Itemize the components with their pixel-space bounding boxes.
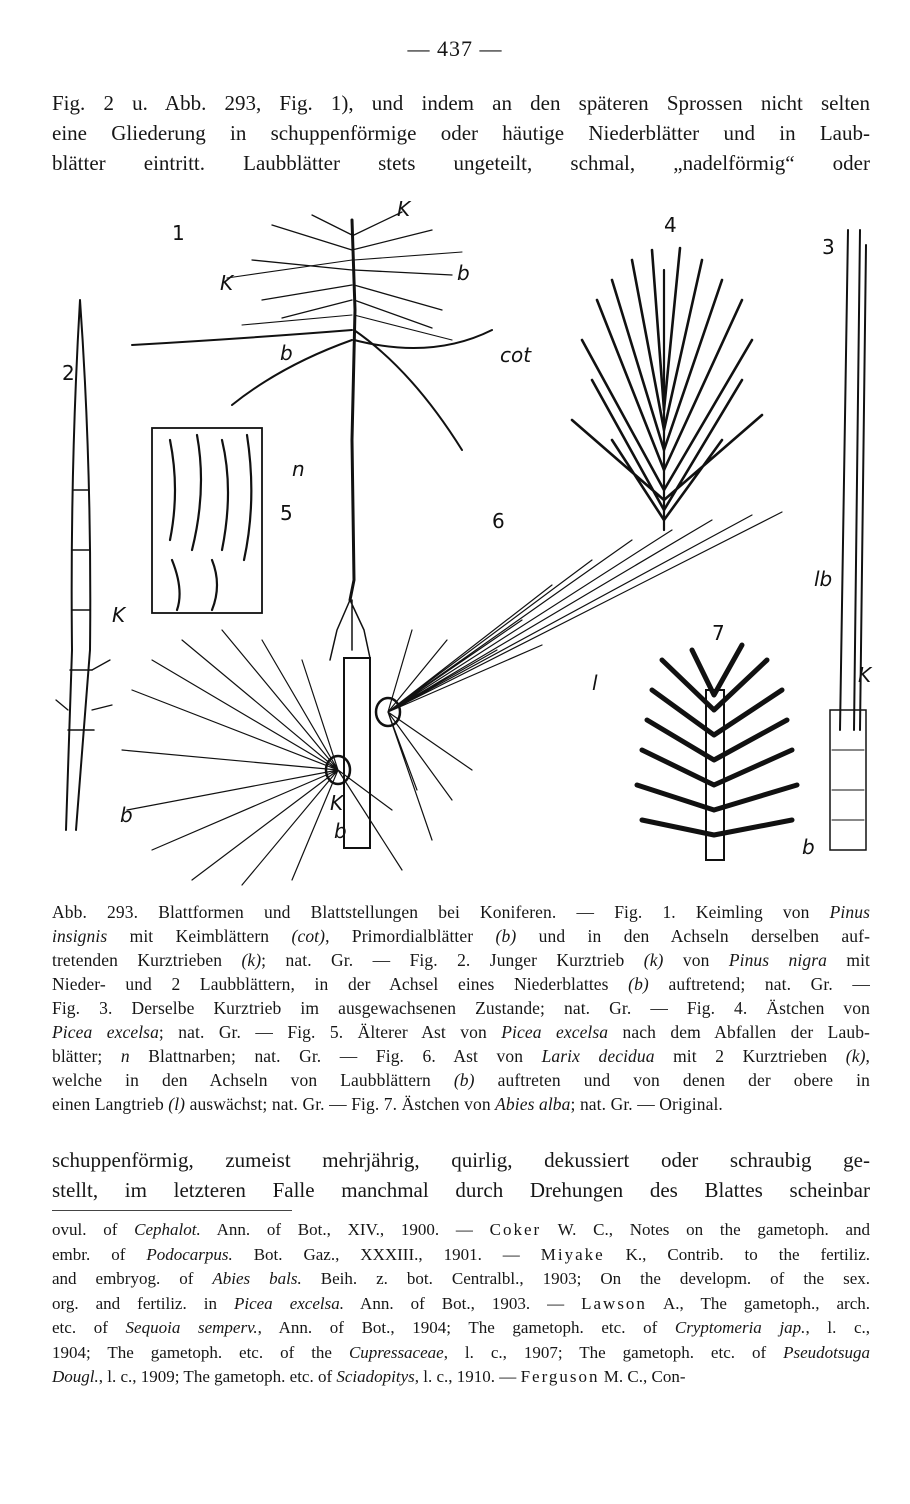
caption-line-segment: Pinus nigra — [728, 950, 827, 970]
footnote-line-segment: Podocarpus. — [146, 1244, 233, 1264]
fig4-number: 4 — [664, 213, 677, 237]
fig5-number: 5 — [280, 501, 293, 525]
caption-line — [52, 996, 870, 1020]
footnote-line-segment: M. C., Con- — [599, 1367, 686, 1386]
footnote-line-segment: Ann. of Bot., 1903. — — [343, 1293, 582, 1313]
caption-line-segment: und in den Achseln derselben auf- — [516, 926, 870, 946]
continuation-line: schuppenförmig, zumeist mehrjährig, quirlig, dekussiert oder schraubig ge- — [52, 1148, 870, 1172]
caption-line-segment: (k) — [845, 1046, 866, 1066]
caption-line-segment: einen Langtrieb — [52, 1094, 169, 1114]
label-n: n — [292, 457, 305, 481]
caption-line-segment: Abies alba — [495, 1094, 571, 1114]
caption-line-segment: Nieder- und 2 Laubblättern, in der Achsel eines Niederblattes — [52, 974, 629, 994]
caption-line-segment: ; nat. Gr. — Original. — [570, 1094, 723, 1114]
footnote — [52, 1218, 870, 1390]
footnote-line — [52, 1243, 870, 1268]
label-k: K — [858, 663, 872, 687]
caption-line-segment: mit 2 Kurztrieben — [654, 1046, 846, 1066]
caption-line-segment: Fig. 3. Derselbe Kurztrieb im ausgewachsenen Zustande; nat. Gr. — Fig. 4. Ästchen von — [52, 998, 870, 1018]
caption-line-segment: ; nat. Gr. — Fig. 2. Junger Kurztrieb — [261, 950, 644, 970]
fig3-number: 3 — [822, 235, 835, 259]
continuation-line: stellt, im letzteren Falle manchmal durch Drehungen des Blattes scheinbar — [52, 1178, 870, 1202]
caption-line-segment: Picea excelsa — [52, 1022, 159, 1042]
label-b: b — [280, 341, 293, 365]
footnote-line-segment: Sequoia semperv. — [125, 1318, 258, 1337]
caption-line — [52, 972, 870, 996]
label-l: l — [592, 671, 598, 695]
caption-line-segment: blätter; — [52, 1046, 121, 1066]
footnote-line — [52, 1267, 870, 1292]
footnote-line-segment: Sciadopitys — [336, 1367, 415, 1386]
footnote-line-segment: , l. c., 1907; The gametoph. etc. of — [443, 1342, 784, 1362]
caption-line-segment: , — [865, 1046, 870, 1066]
caption-line-segment: ; nat. Gr. — Fig. 5. Älterer Ast von — [158, 1022, 502, 1042]
footnote-line-segment: Coker — [489, 1220, 542, 1239]
caption-line-segment: mit Keimblättern — [107, 926, 292, 946]
footnote-line-segment: org. and fertiliz. in — [52, 1293, 234, 1313]
caption-line-segment: von — [663, 950, 729, 970]
continuation-paragraph — [52, 1145, 870, 1205]
caption-line-segment: auftretend; nat. Gr. — — [648, 974, 870, 994]
fig4-picea-branchlet-drawing — [572, 248, 762, 530]
intro-line: Fig. 2 u. Abb. 293, Fig. 1), und indem an den späteren Sprossen nicht selten — [52, 91, 870, 115]
footnote-rule — [52, 1210, 292, 1211]
footnote-line-segment: and embryog. of — [52, 1269, 213, 1288]
footnote-line-segment: A., The gametoph., arch. — [646, 1293, 870, 1313]
label-b: b — [334, 819, 347, 843]
caption-line-segment: Pinus — [829, 902, 870, 922]
caption-line-segment: (cot) — [291, 926, 326, 946]
label-k: K — [397, 197, 411, 221]
footnote-line-segment: Abies bals. — [212, 1269, 302, 1288]
footnote-line — [52, 1316, 870, 1341]
caption-line-segment: (b) — [628, 974, 649, 994]
footnote-line-segment: , l. c., — [805, 1318, 871, 1337]
caption-line-segment: auswächst; nat. Gr. — Fig. 7. Ästchen von — [185, 1094, 496, 1114]
caption-line — [52, 924, 870, 948]
caption-line-segment: (b) — [495, 926, 517, 946]
fig3-short-shoot-drawing — [830, 230, 866, 850]
footnote-line-segment: Cryptomeria jap. — [674, 1318, 806, 1337]
caption-line-segment: , Primordialblätter — [325, 926, 496, 946]
caption-line-segment: insignis — [52, 926, 108, 946]
caption-line — [52, 900, 870, 924]
intro-line: eine Gliederung in schuppenförmige oder häutige Niederblätter und in Laub- — [52, 121, 870, 145]
fig5-older-branch-drawing — [152, 428, 262, 613]
footnote-line-segment: Bot. Gaz., XXXIII., 1901. — — [232, 1244, 541, 1264]
footnote-line-segment: 1904; The gametoph. etc. of the — [52, 1342, 349, 1362]
fig1-seedling-drawing — [132, 212, 492, 660]
caption-line-segment: nach dem Abfallen der Laub- — [608, 1022, 870, 1042]
footnote-line-segment: Cupressaceae — [348, 1342, 444, 1362]
caption-line — [52, 1068, 870, 1092]
label-b: b — [802, 835, 815, 859]
caption-line-segment: Larix decidua — [541, 1046, 655, 1066]
footnote-line-segment: Beih. z. bot. Centralbl., 1903; On the developm. of the sex. — [301, 1269, 870, 1288]
caption-line-segment: (l) — [168, 1094, 186, 1114]
footnote-line — [52, 1218, 870, 1243]
fig2-number: 2 — [62, 361, 75, 385]
caption-line-segment: auftreten und von denen der obere in — [474, 1070, 870, 1090]
footnote-line-segment: Picea excelsa. — [233, 1293, 344, 1313]
conifer-leaf-figure — [52, 190, 882, 890]
footnote-line-segment: , l. c., 1909; The gametoph. etc. of — [98, 1367, 337, 1386]
label-cot: cot — [500, 343, 532, 367]
caption-line-segment: (b) — [453, 1070, 475, 1090]
page-number: — 437 — — [407, 36, 503, 61]
caption-line-segment: Picea excelsa — [501, 1022, 609, 1042]
caption-line — [52, 948, 870, 972]
label-k: K — [220, 271, 234, 295]
footnote-line — [52, 1292, 870, 1317]
label-lb: lb — [814, 567, 833, 591]
caption-line-segment: Abb. 293. Blattformen und Blattstellungen bei Koniferen. — Fig. 1. Keimling von — [52, 902, 830, 922]
caption-line-segment: (k) — [643, 950, 664, 970]
caption-line-segment: n — [120, 1046, 130, 1066]
footnote-line-segment: Ann. of Bot., XIV., 1900. — — [200, 1220, 490, 1239]
label-k: K — [330, 791, 344, 815]
footnote-line-segment: K., Contrib. to the fertiliz. — [604, 1244, 870, 1264]
caption-line-segment: (k) — [241, 950, 262, 970]
intro-paragraph — [52, 88, 870, 178]
fig1-number: 1 — [172, 221, 185, 245]
label-b: b — [457, 261, 470, 285]
footnote-line — [52, 1341, 870, 1366]
footnote-line — [52, 1365, 870, 1390]
footnote-line-segment: W. C., Notes on the gametoph. and — [541, 1220, 871, 1239]
caption-line-segment: mit — [826, 950, 871, 970]
footnote-line-segment: Ferguson — [520, 1367, 600, 1386]
footnote-line-segment: etc. of — [52, 1318, 126, 1337]
fig7-abies-branchlet-drawing — [637, 645, 797, 860]
footnote-line-segment: Cephalot. — [134, 1220, 201, 1239]
caption-line-segment: Blattnarben; nat. Gr. — Fig. 6. Ast von — [129, 1046, 542, 1066]
fig7-number: 7 — [712, 621, 725, 645]
fig6-number: 6 — [492, 509, 505, 533]
footnote-line-segment: Dougl. — [52, 1367, 99, 1386]
footnote-line-segment: ovul. of — [52, 1220, 135, 1239]
caption-line — [52, 1044, 870, 1068]
footnote-line-segment: Lawson — [581, 1293, 647, 1313]
intro-line: blätter eintritt. Laubblätter stets ungeteilt, schmal, „nadelförmig“ oder — [52, 151, 870, 175]
caption-line-segment: tretenden Kurztrieben — [52, 950, 242, 970]
label-k: K — [112, 603, 126, 627]
caption-line-segment: welche in den Achseln von Laubblättern — [52, 1070, 454, 1090]
label-b: b — [120, 803, 133, 827]
caption-line — [52, 1020, 870, 1044]
figure-caption — [52, 900, 870, 1116]
caption-line — [52, 1092, 870, 1116]
footnote-line-segment: , Ann. of Bot., 1904; The gametoph. etc. of — [257, 1318, 675, 1337]
footnote-line-segment: embr. of — [52, 1244, 147, 1264]
footnote-line-segment: , l. c., 1910. — — [414, 1367, 521, 1386]
footnote-line-segment: Miyake — [540, 1244, 605, 1264]
footnote-line-segment: Pseudotsuga — [783, 1342, 870, 1362]
